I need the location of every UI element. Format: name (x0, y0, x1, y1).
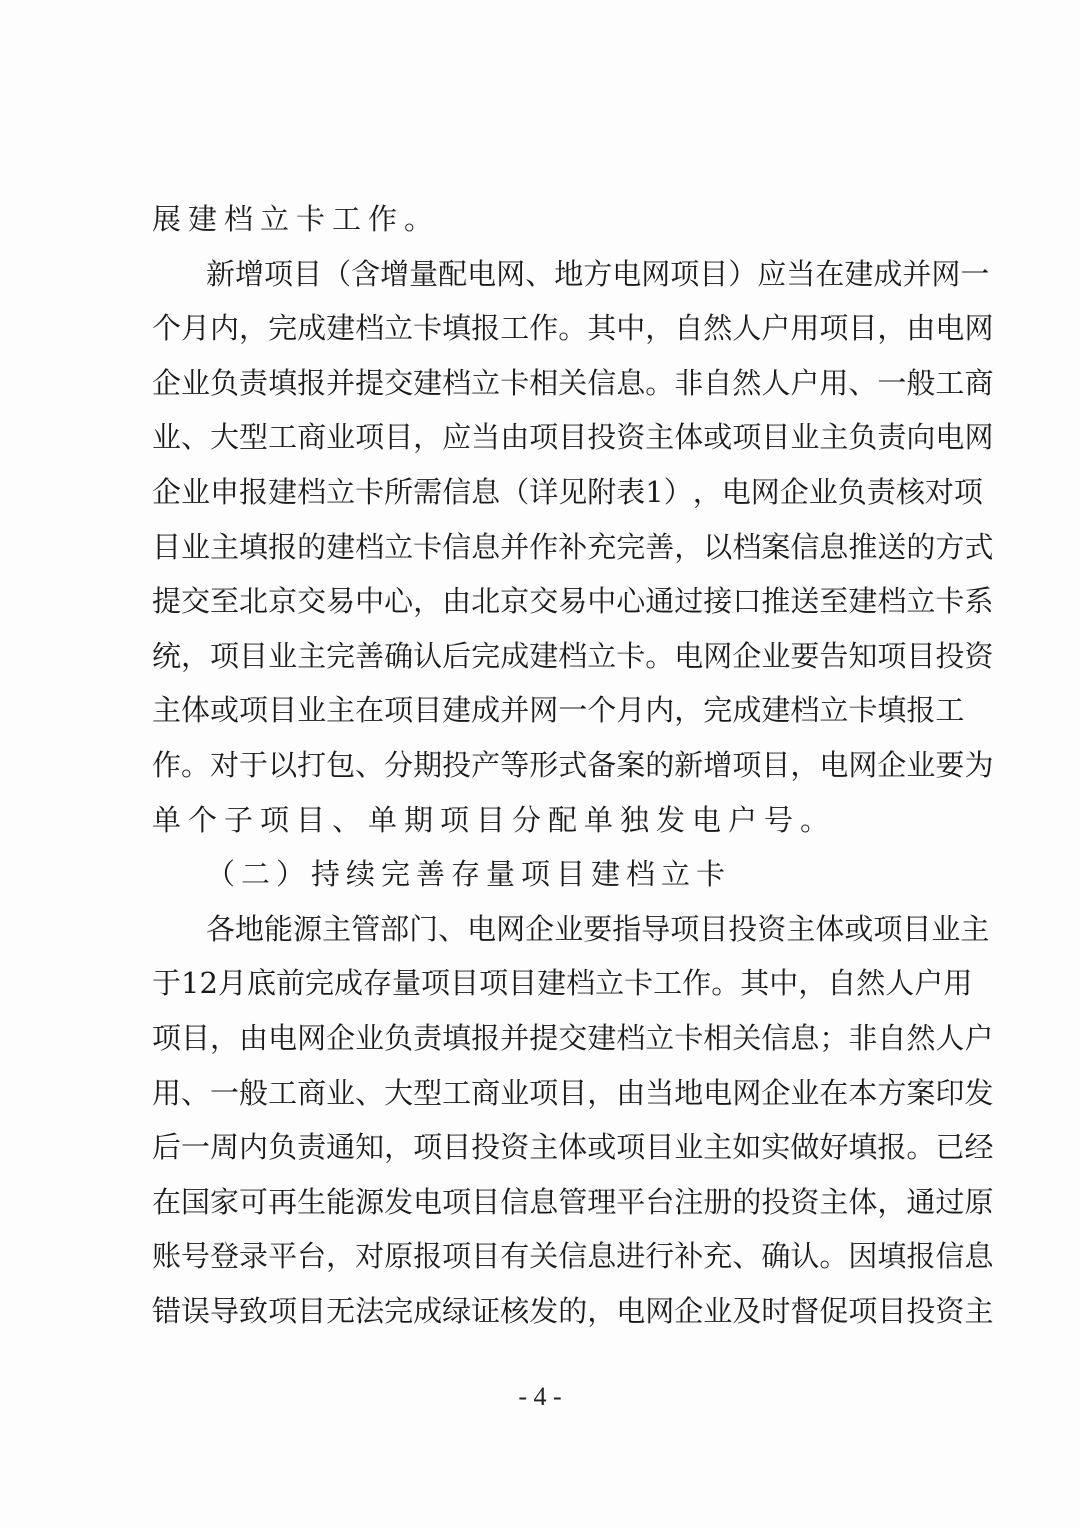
text-line: 后 一 周 内 负 责 通 知 ， 项 目 投 资 主 体 或 项 目 业 主 如 实 做 好 填 报 。 已 经 (152, 1130, 994, 1165)
text-line: 提 交 至 北 京 交 易 中 心 ， 由 北 京 交 易 中 心 通 过 接 口 推 送 至 建 档 立 卡 系 (152, 584, 994, 619)
section-heading: （二）持续完善存量项目建档立卡 (206, 857, 732, 892)
text-line: 在 国 家 可 再 生 能 源 发 电 项 目 信 息 管 理 平 台 注 册 的 投 资 主 体 ， 通 过 原 (152, 1184, 994, 1219)
text-line: 目 业 主 填 报 的 建 档 立 卡 信 息 并 作 补 充 完 善 ， 以 档 案 信 息 推 送 的 方 式 (152, 529, 994, 564)
text-line: 展建档立卡工作。 (152, 202, 441, 236)
text-line: 统 ， 项 目 业 主 完 善 确 认 后 完 成 建 档 立 卡 。 电 网 企 业 要 告 知 项 目 投 资 (152, 638, 994, 673)
text-line: 作 。 对 于 以 打 包 、 分 期 投 产 等 形 式 备 案 的 新 增 项 目 ， 电 网 企 业 要 为 (152, 748, 994, 782)
text-line: 各 地 能 源 主 管 部 门 、 电 网 企 业 要 指 导 项 目 投 资 主 体 或 项 目 业 主 (206, 911, 990, 946)
text-line: 主 体 或 项 目 业 主 在 项 目 建 成 并 网 一 个 月 内 ， 完 成 建 档 立 卡 填 报 工 (152, 693, 965, 728)
text-line: 于 12 月 底 前 完 成 存 量 项 目 项 目 建 档 立 卡 工 作 。 其 中 ， 自 然 人 户 用 (152, 966, 973, 1001)
page-number: - 4 - (518, 1382, 562, 1411)
text-line: 用 、 一 般 工 商 业 、 大 型 工 商 业 项 目 ， 由 当 地 电 网 企 业 在 本 方 案 印 发 (152, 1075, 994, 1110)
text-line: 企 业 申 报 建 档 立 卡 所 需 信 息 （ 详 见 附 表 1 ） ， 电 网 企 业 负 责 核 对 项 (152, 475, 983, 509)
text-line: 项 目 ， 由 电 网 企 业 负 责 填 报 并 提 交 建 档 立 卡 相 关 信 息 ； 非 自 然 人 户 (152, 1021, 994, 1055)
text-line: 业 、 大 型 工 商 业 项 目 ， 应 当 由 项 目 投 资 主 体 或 项 目 业 主 负 责 向 电 网 (152, 420, 994, 455)
text-line: 错 误 导 致 项 目 无 法 完 成 绿 证 核 发 的 ， 电 网 企 业 及 时 督 促 项 目 投 资 主 (152, 1294, 994, 1328)
text-line: 企 业 负 责 填 报 并 提 交 建 档 立 卡 相 关 信 息 。 非 自 然 人 户 用 、 一 般 工 商 (152, 365, 994, 400)
text-line: 账 号 登 录 平 台 ， 对 原 报 项 目 有 关 信 息 进 行 补 充 、 确 认 。 因 填 报 信 息 (152, 1239, 994, 1274)
text-line: 个 月 内 ， 完 成 建 档 立 卡 填 报 工 作 。 其 中 ， 自 然 人 户 用 项 目 ， 由 电 网 (152, 311, 994, 346)
text-line: 新 增 项 目 （ 含 增 量 配 电 网 、 地 方 电 网 项 目 ） 应 当 在 建 成 并 网 一 (206, 256, 990, 291)
text-line: 单个子项目、单期项目分配单独发电户号。 (152, 802, 837, 837)
